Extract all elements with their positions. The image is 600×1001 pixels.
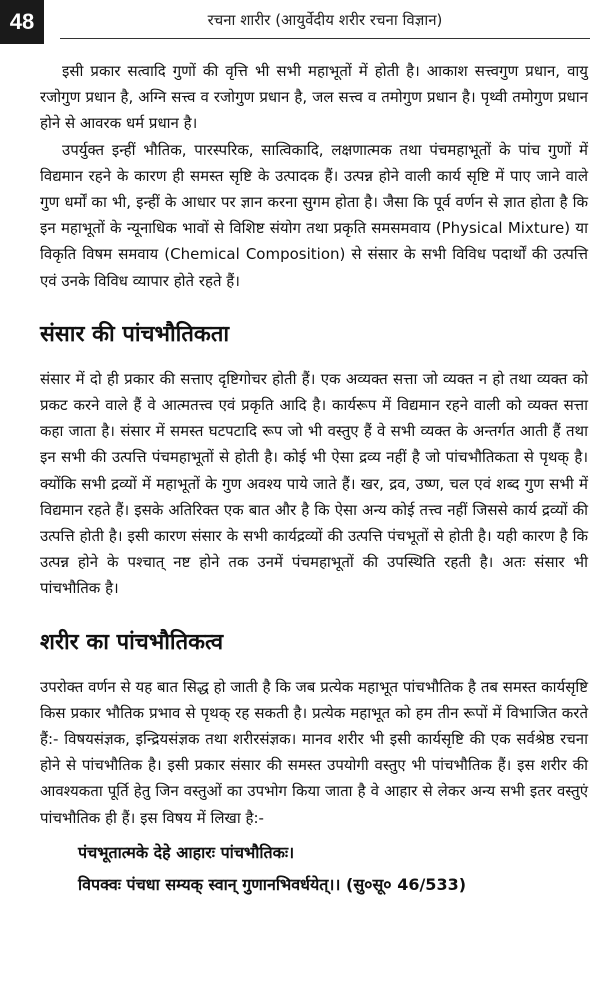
- paragraph-five-gunas: उपर्युक्त इन्हीं भौतिक, पारस्परिक, सात्विकादि, लक्षणात्मक तथा पंचमहाभूतों के पांच गुणों में विद्यमान रहने के कारण ही समस्त सृष्टि के उत्पादक हैं। उत्पन्न होने वाली कार्य सृष्टि में पाए जाने वाले गुण धर्मों का भी, इन्हीं के आधार पर ज्ञान करना सुगम होता है। जैसा कि पूर्व वर्णन से ज्ञात होता है कि इन महाभूतों के न्यूनाधिक भावों से विशिष्ट संयोग तथा प्रकृति समसमवाय (Physical Mixture) या विकृति विषम समवाय (Chemical Composition) से संसार के सभी विविध पदार्थों की उत्पत्ति एवं उनके विविध व्यापार होते रहते हैं।: [40, 140, 588, 290]
- paragraph-body-panchabhautikatva: उपरोक्त वर्णन से यह बात सिद्ध हो जाती है कि जब प्रत्येक महाभूत पांचभौतिक है तब समस्त कार्यसृष्टि किस प्रकार भौतिक प्रभाव से पृथक् रह सकती है। प्रत्येक महाभूत को हम तीन रूपों में विभाजित करते हैं:- विषयसंज्ञक, इन्द्रियसंज्ञक तथा शरीरसंज्ञक। मानव शरीर भी इसी कार्यसृष्टि की एक सर्वश्रेष्ठ रचना होने से पांचभौतिक है। इसी प्रकार संसार की समस्त उपयोगी वस्तुए भी पांचभौतिक हैं। इस शरीर की आवश्यकता पूर्ति हेतु जिन वस्तुओं का उपभोग किया जाता है वे आहार से लेकर अन्य सभी इतर वस्तुएं पांचभौतिक ही हैं। इस विषय में लिखा है:-: [40, 677, 588, 827]
- header-rule: [60, 38, 590, 39]
- heading-body-panchabhautikatva: शरीर का पांचभौतिकत्व: [40, 629, 224, 655]
- page-header: [0, 0, 600, 44]
- paragraph-sattva-gunas: इसी प्रकार सत्वादि गुणों की वृत्ति भी सभी महाभूतों में होती है। आकाश सत्त्वगुण प्रधान, वायु रजोगुण प्रधान है, अग्नि सत्त्व व रजोगुण प्रधान है, जल सत्त्व व तमोगुण प्रधान है। पृथ्वी तमोगुण प्रधान होने से आवरक धर्म प्रधान है।: [40, 62, 588, 133]
- verse-line-2: विपक्वः पंचधा सम्यक् स्वान् गुणानभिवर्धयेत्।। (सु०सू० 46/533): [78, 874, 467, 894]
- sanskrit-verse: [78, 837, 588, 901]
- paragraph-world-panchabhautikata: संसार में दो ही प्रकार की सत्ताए दृष्टिगोचर होती हैं। एक अव्यक्त सत्ता जो व्यक्त न हो तथा व्यक्त को प्रकट करने वाले हैं वे आत्मतत्त्व एवं प्रकृति आदि है। कार्यरूप में विद्यमान रहने वाली को व्यक्त सत्ता कहा जाता है। संसार में समस्त घटपटादि रूप जो भी वस्तुए हैं वे सभी व्यक्त के अन्तर्गत आती हैं तथा इन सभी की उत्पत्ति पंचमहाभूतों से होती है। कोई भी ऐसा द्रव्य नहीं है जो पांचभौतिकता से पृथक् है। क्योंकि सभी द्रव्यों में महाभूतों के गुण अवश्य पाये जाते हैं। खर, द्रव, उष्ण, चल एवं शब्द गुण सभी में विद्यमान रहते हैं। इसके अतिरिक्त एक बात और है कि ऐसा अन्य कोई तत्त्व नहीं जिससे कार्य द्रव्यों की उत्पत्ति होती है। इसी कारण संसार के सभी कार्यद्रव्यों की उत्पत्ति पंचभूतों से होती है। यही कारण है कि उत्पन्न होने के पश्चात् नष्ट होने तक उनमें पंचमहाभूतों की उपस्थिति रहती है। अतः संसार भी पांचभौतिक है।: [40, 369, 588, 598]
- page-body: [40, 58, 588, 901]
- running-head: रचना शारीर (आयुर्वेदीय शरीर रचना विज्ञान): [207, 11, 443, 29]
- verse-line-1: पंचभूतात्मके देहे आहारः पांचभौतिकः।: [78, 842, 295, 862]
- heading-world-panchabhautikata: संसार की पांचभौतिकता: [40, 321, 230, 347]
- page-number: 48: [0, 0, 44, 44]
